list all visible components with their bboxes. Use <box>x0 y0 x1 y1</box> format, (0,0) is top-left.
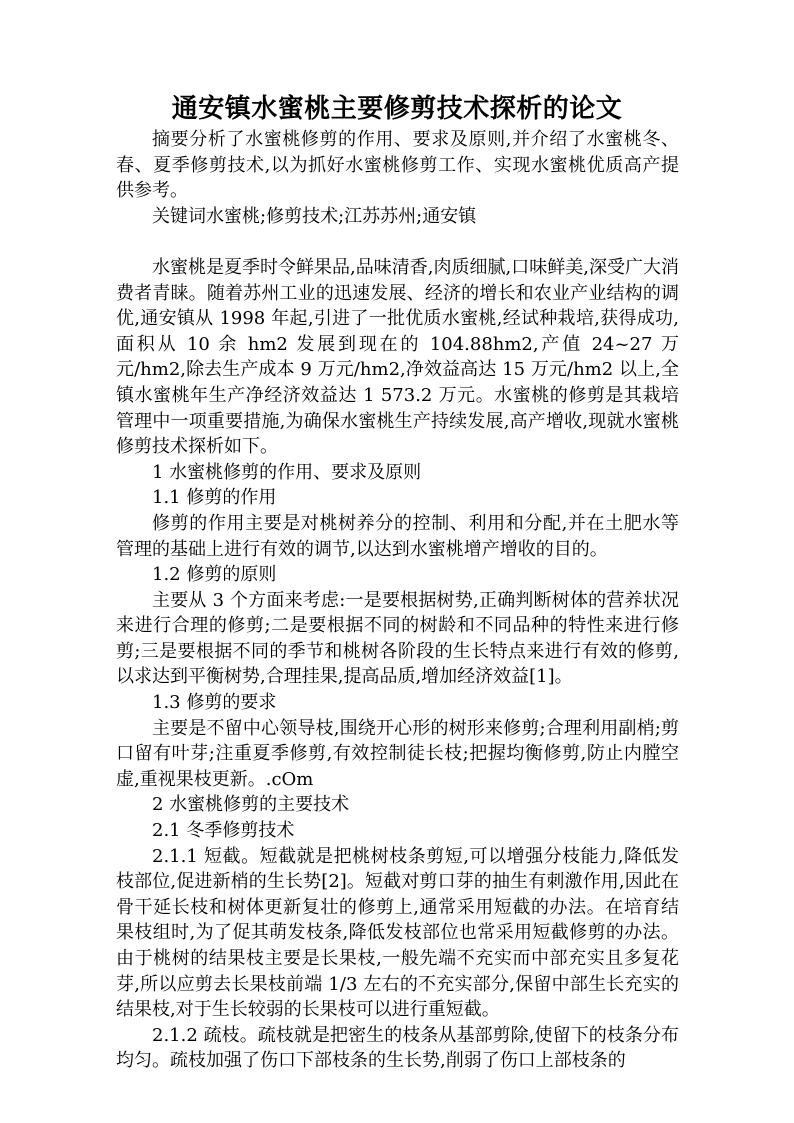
blank-line <box>116 229 679 255</box>
subsection-heading-1-2: 1.2 修剪的原则 <box>152 564 277 586</box>
subsection-heading-2-1: 2.1 冬季修剪技术 <box>152 820 295 842</box>
document-title: 通安镇水蜜桃主要修剪技术探析的论文 <box>171 94 623 124</box>
subsection-heading-1-1: 1.1 修剪的作用 <box>152 487 277 509</box>
paragraph-1-2: 主要从 3 个方面来考虑:一是要根据树势,正确判断树体的营养状况来进行合理的修剪;二是要根据不同的树龄和不同品种的特性来进行修剪;三是要根据不同的季节和桃树各阶段的生长特点来进行有效的修剪,以求达到平衡树势,合理挂果,提高品质,增加经济效益[1]。 <box>116 589 679 688</box>
keywords-paragraph: 关键词水蜜桃;修剪技术;江苏苏州;通安镇 <box>152 205 477 227</box>
paragraph-2-1-2: 2.1.2 疏枝。疏枝就是把密生的枝条从基部剪除,使留下的枝条分布均匀。疏枝加强了伤口下部枝条的生长势,削弱了伤口上部枝条的 <box>116 1024 679 1072</box>
section-heading-2: 2 水蜜桃修剪的主要技术 <box>152 794 350 816</box>
subsection-heading-1-3: 1.3 修剪的要求 <box>152 692 277 714</box>
document-body <box>116 127 679 1074</box>
section-heading-1: 1 水蜜桃修剪的作用、要求及原则 <box>152 461 422 483</box>
paragraph-2-1-1: 2.1.1 短截。短截就是把桃树枝条剪短,可以增强分枝能力,降低发枝部位,促进新梢的生长势[2]。短截对剪口芽的抽生有刺激作用,因此在骨干延长枝和树体更新复壮的修剪上,通常采用短截的办法。在培育结果枝组时,为了促其萌发枝条,降低发枝部位也常采用短截修剪的办法。由于桃树的结果枝主要是长果枝,一般先端不充实而中部充实且多复花芽,所以应剪去长果枝前端 1/3 左右的不充实部分,保留中部生长充实的结果枝,对于生长较弱的长果枝可以进行重短截。 <box>116 845 679 1021</box>
paragraph-1-1: 修剪的作用主要是对桃树养分的控制、利用和分配,并在土肥水等管理的基础上进行有效的调节,以达到水蜜桃增产增收的目的。 <box>116 512 679 560</box>
intro-paragraph: 水蜜桃是夏季时令鲜果品,品味清香,肉质细腻,口味鲜美,深受广大消费者青睐。随着苏州工业的迅速发展、经济的增长和农业产业结构的调优,通安镇从 1998 年起,引进了一批优质水蜜桃,经试种栽培,获得成功,面积从 10 余 hm2 发展到现在的 104.88hm2,产值 24~27 万元/hm2,除去生产成本 9 万元/hm2,净效益高达 15 万元/hm2 以上,全镇水蜜桃年生产净经济效益达 1 573.2 万元。水蜜桃的修剪是其栽培管理中一项重要措施,为确保水蜜桃生产持续发展,高产增收,现就水蜜桃修剪技术探析如下。 <box>116 256 679 458</box>
abstract-paragraph: 摘要分析了水蜜桃修剪的作用、要求及原则,并介绍了水蜜桃冬、春、夏季修剪技术,以为抓好水蜜桃修剪工作、实现水蜜桃优质高产提供参考。 <box>116 129 679 202</box>
paragraph-1-3: 主要是不留中心领导枝,围绕开心形的树形来修剪;合理利用副梢;剪口留有叶芽;注重夏季修剪,有效控制徒长枝;把握均衡修剪,防止内膛空虚,重视果枝更新。.cOm <box>116 717 679 790</box>
